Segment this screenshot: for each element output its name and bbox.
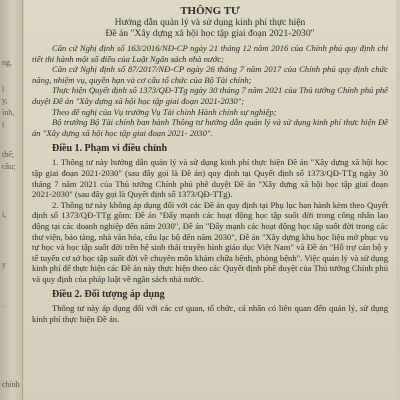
preamble-decree-87: Căn cứ Nghị định số 87/2017/NĐ-CP ngày 26 tháng 7 năm 2017 của Chính phủ quy định chức năng, nhiệm vụ, quyền hạn và cơ cấu tổ chức của Bộ Tài chính; <box>32 64 388 85</box>
margin-fragment: ính, <box>2 108 15 117</box>
margin-fragment: . <box>2 300 4 309</box>
margin-fragment: ng, <box>2 58 12 67</box>
article-2-text: Thông tư này áp dụng đối với các cơ quan, tổ chức, cá nhân có liên quan đến quản lý, sử dụng kinh phí thực hiện Đề án. <box>32 303 388 325</box>
article-1-clause-1: 1. Thông tư này hướng dẫn quản lý và sử dụng kinh phí thực hiện Đề án "Xây dựng xã hội học tập giai đoạn 2021-2030" (sau đây gọi là Đề án) quy định tại Quyết định số 1373/QĐ-TTg ngày 30 tháng 7 năm 2021 của Thủ tướng Chính phủ phê duyệt Đề án "Xây dựng xã hội học tập giai đoạn 2021-2030" (sau đây gọi là Quyết định số 1373/QĐ-TTg). <box>32 157 388 200</box>
document-subtitle-line1: Hướng dẫn quản lý và sử dụng kinh phí thực hiện <box>114 17 306 28</box>
document-subtitle-line2: Đề án "Xây dựng xã hội học tập giai đoạn 2021-2030" <box>105 28 315 39</box>
margin-fragment: cầu; <box>2 162 16 171</box>
document-page <box>24 0 396 400</box>
margin-fragment: thể; <box>2 150 14 159</box>
margin-fragment: chính <box>2 380 20 389</box>
margin-fragment: y <box>2 260 6 269</box>
preamble-decision-1373: Thực hiện Quyết định số 1373/QĐ-TTg ngày 30 tháng 7 năm 2021 của Thủ tướng Chính phủ phê duyệt Đề án "Xây dựng xã hội học tập giai đoạn 2021-2030"; <box>32 85 388 106</box>
preamble-issuance: Bộ trưởng Bộ Tài chính ban hành Thông tư hướng dẫn quản lý và sử dụng kinh phí thực hiện Đề án "Xây dựng xã hội học tập giai đoạn 2021- 2030". <box>32 117 388 138</box>
article-1-heading: Điều 1. Phạm vi điều chỉnh <box>52 143 168 155</box>
margin-fragment: i, <box>2 210 7 219</box>
margin-fragment: ị <box>2 84 5 93</box>
document-title: THÔNG TƯ <box>180 5 240 17</box>
article-1-clause-2: 2. Thông tư này không áp dụng đối với các Đề án quy định tại Phụ lục ban hành kèm theo Quyết định số 1373/QĐ-TTg gồm: Đề án "Đẩy mạnh các hoạt động học tập suốt đời trong công nhân lao động tại các doanh nghiệp đến năm 2030", Đề án "Đẩy mạnh các hoạt động học tập suốt đời trong các thư viện, bảo tàng, nhà văn hóa, câu lạc bộ đến năm 2030", Đề án "Xây dựng khu học liệu mở phục vụ tự học và học tập suốt đời trên hệ sinh thái truyền hình giáo dục Việt Nam" và Đề án "Hỗ trợ cán bộ y tế tuyến cơ sở học tập suốt đời về chuyên môn khám chữa bệnh, phòng bệnh". Việc quản lý và sử dụng kinh phí để thực hiện các Đề án này thực hiện theo các Quyết định phê duyệt của Thủ tướng Chính phủ và quy định của pháp luật về ngân sách nhà nước. <box>32 199 388 284</box>
preamble-decree-163: Căn cứ Nghị định số 163/2016/NĐ-CP ngày 21 tháng 12 năm 2016 của Chính phủ quy định chi tiết thi hành một số điều của Luật Ngân sách nhà nước; <box>32 43 388 64</box>
margin-fragment: y, <box>2 96 8 105</box>
adjacent-page-edge <box>0 0 23 400</box>
article-2-heading: Điều 2. Đối tượng áp dụng <box>52 289 165 301</box>
preamble-proposal: Theo đề nghị của Vụ trưởng Vụ Tài chính Hành chính sự nghiệp; <box>52 106 277 117</box>
margin-fragment: i <box>2 120 5 129</box>
